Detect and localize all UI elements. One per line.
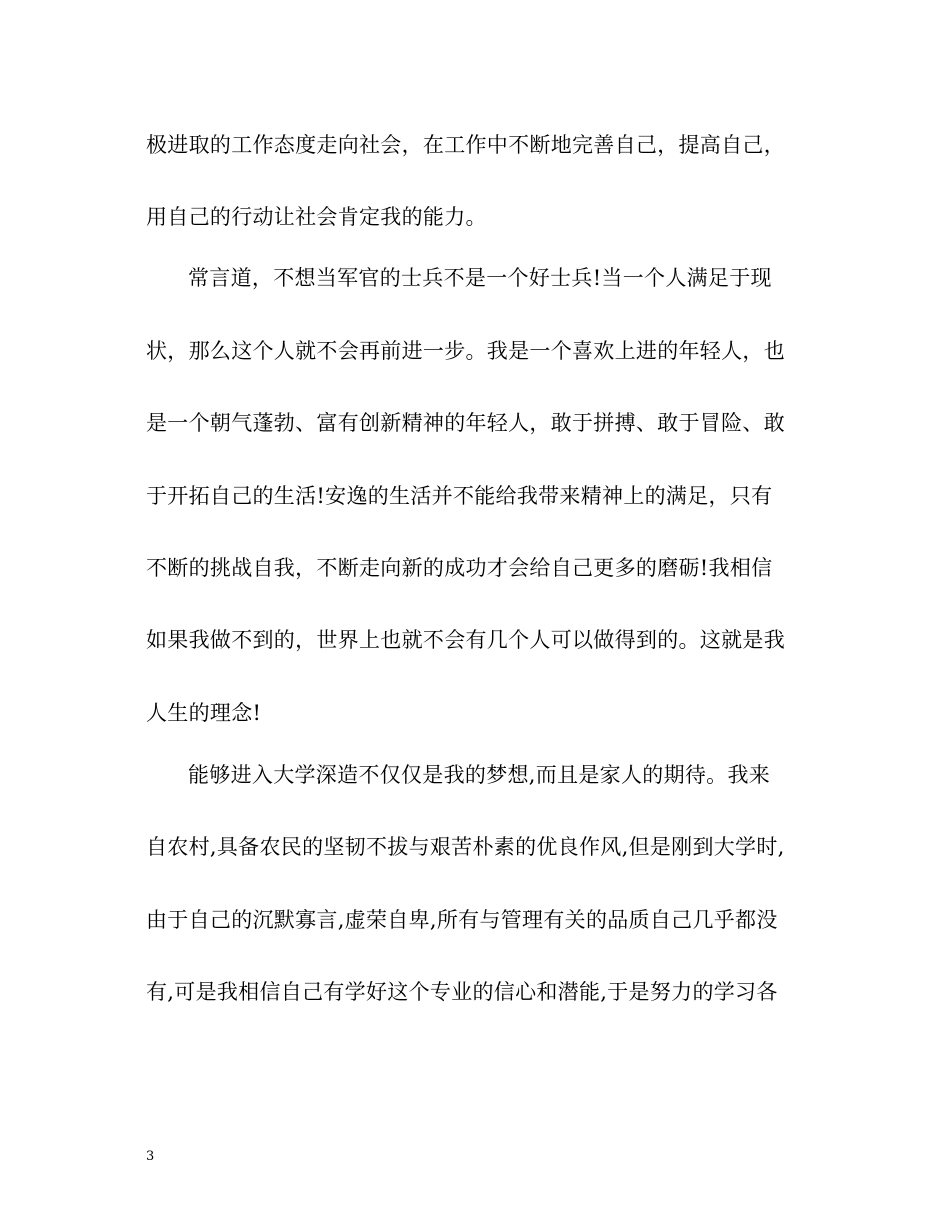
text-line: 是一个朝气蓬勃、富有创新精神的年轻人，敢于拼搏、敢于冒险、敢 (146, 411, 785, 435)
text-line: 有,可是我相信自己有学好这个专业的信心和潜能,于是努力的学习各 (146, 980, 778, 1004)
page-number: 3 (146, 1149, 155, 1164)
text-line: 状，那么这个人就不会再前进一步。我是一个喜欢上进的年轻人，也 (146, 339, 785, 363)
paragraph-start-line: 能够进入大学深造不仅仅是我的梦想,而且是家人的期待。我来 (188, 763, 771, 787)
text-line: 自农村,具备农民的坚韧不拔与艰苦朴素的优良作风,但是刚到大学时, (146, 835, 785, 859)
text-line: 由于自己的沉默寡言,虚荣自卑,所有与管理有关的品质自己几乎都没 (146, 908, 778, 932)
text-line: 如果我做不到的，世界上也就不会有几个人可以做得到的。这就是我 (146, 628, 785, 652)
text-line: 极进取的工作态度走向社会，在工作中不断地完善自己，提高自己， (146, 133, 785, 157)
text-line: 人生的理念! (146, 701, 262, 725)
text-line: 于开拓自己的生活!安逸的生活并不能给我带来精神上的满足，只有 (146, 484, 773, 508)
paragraph-start-line: 常言道，不想当军官的士兵不是一个好士兵!当一个人满足于现 (188, 266, 772, 290)
text-line: 用自己的行动让社会肯定我的能力。 (146, 205, 487, 229)
text-line: 不断的挑战自我，不断走向新的成功才会给自己更多的磨砺!我相信 (146, 556, 773, 580)
